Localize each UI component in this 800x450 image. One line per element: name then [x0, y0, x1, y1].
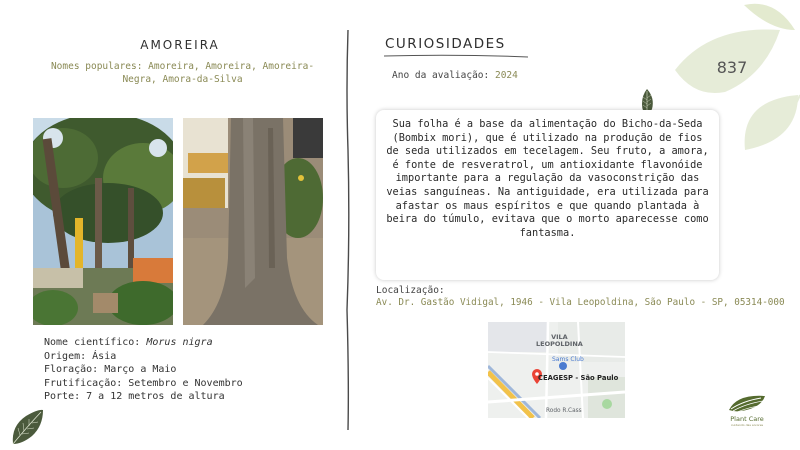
evaluation-year	[392, 70, 518, 81]
map-district-label: VILA LEOPOLDINA	[536, 333, 583, 348]
tree-id-number: 837	[716, 58, 748, 77]
logo	[722, 392, 772, 432]
tree-photo	[33, 118, 173, 325]
map-place-label: CEAGESP - São Paulo	[538, 374, 619, 382]
title-underline	[384, 54, 528, 58]
curiosities-title: CURIOSIDADES	[385, 36, 506, 52]
location-address: Av. Dr. Gastão Vidigal, 1946 - Vila Leopoldina, São Paulo - SP, 05314-000	[376, 297, 785, 308]
location-map[interactable]	[488, 322, 625, 418]
facts	[44, 336, 334, 404]
logo-name: Plant Care	[730, 415, 764, 423]
evaluation-year-label: Ano da avaliação:	[392, 70, 490, 81]
divider	[345, 30, 351, 430]
scientific-name-row	[44, 336, 334, 350]
logo-leaf-icon	[727, 392, 767, 414]
flowering-row: Floração: Março a Maio	[44, 364, 177, 375]
map-store-label: Sams Club	[552, 356, 584, 363]
trunk-photo	[183, 118, 323, 325]
species-title: AMOREIRA	[140, 38, 220, 52]
map-pin-icon	[559, 362, 567, 370]
popular-names: Nomes populares: Amoreira, Amoreira, Amoreira-Negra, Amora-da-Silva	[50, 61, 315, 85]
leaf-icon	[10, 408, 44, 446]
location-label: Localização:	[376, 285, 445, 296]
evaluation-year-value: 2024	[494, 70, 518, 81]
fruiting-row: Frutificação: Setembro e Novembro	[44, 377, 243, 389]
origin-row: Origem: Ásia	[44, 350, 117, 362]
logo-tagline: cuidando das arvores	[730, 423, 764, 427]
map-street-label: Rodo R.Cass	[546, 408, 582, 414]
size-row: Porte: 7 a 12 metros de altura	[44, 391, 225, 402]
curiosities-text-box: Sua folha é a base da alimentação do Bicho-da-Seda (Bombix mori), que é utilizado na produção de fios de seda utilizados em tecelagem. Seu fruto, a amora, é fonte de resveratrol, um antioxidante flavonóide importante para a regulação da vasoconstrição das veias sanguíneas. Na antiguidade, era utilizada para afastar os maus espíritos e que quando plantada à beira do túmulo, evitava que o morto aparecesse como fantasma.	[376, 110, 719, 280]
scientific-name-value: Morus nigra	[146, 337, 213, 348]
scientific-name-label: Nome científico:	[44, 337, 141, 348]
